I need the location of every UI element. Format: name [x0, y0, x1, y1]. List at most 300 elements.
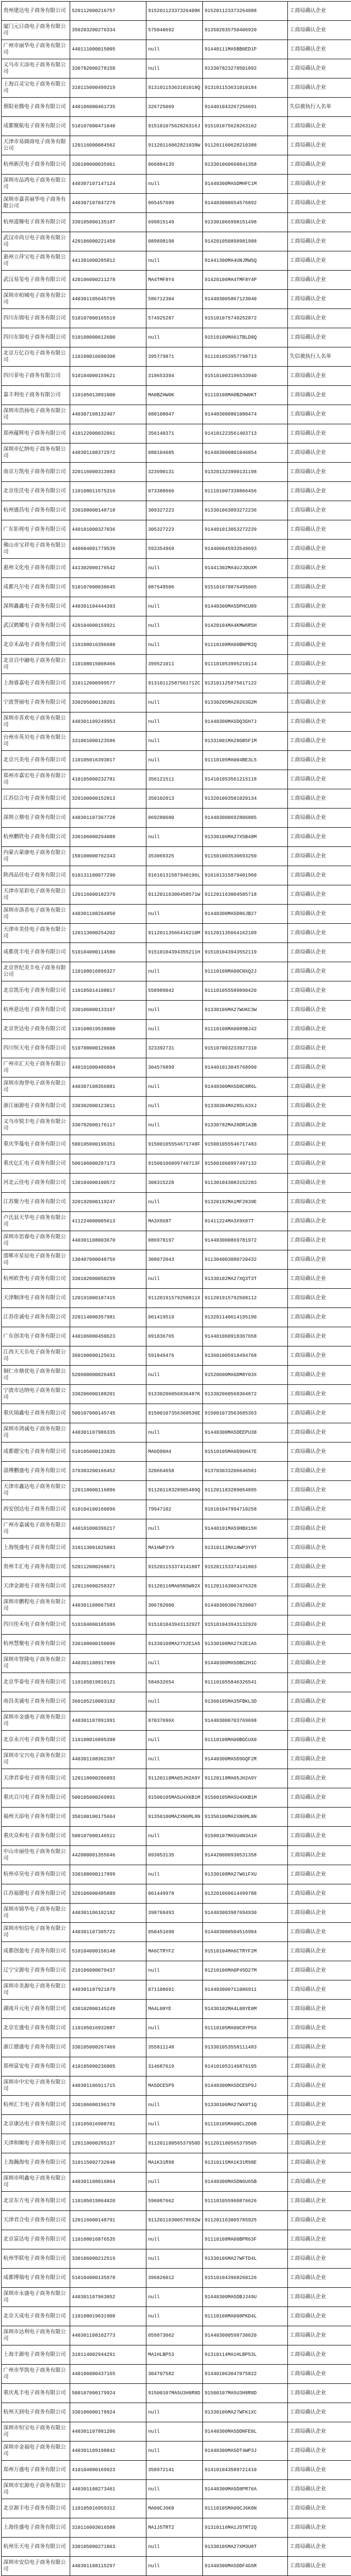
organization-code-cell: null: [146, 251, 203, 271]
table-row: [2, 2096, 351, 2115]
company-name-cell: 北京康达电子商务有限公司: [2, 2115, 70, 2134]
company-name-cell: 深圳市柏城电子商务有限公司: [2, 290, 70, 309]
company-name-cell: 重庆百川电子商务有限公司: [2, 1788, 70, 1808]
credit-code-cell: 916101315879401960: [203, 866, 288, 885]
company-name-cell: 深圳市喜欢电子商务有限公司: [2, 712, 70, 732]
credit-code-cell: 914101223561403713: [203, 424, 288, 444]
category-cell: 工商局确认企业: [288, 2153, 351, 2173]
organization-code-cell: null: [146, 2538, 203, 2557]
organization-code-cell: 91120113566416210M: [146, 924, 203, 943]
company-name-cell: 深圳市洛喜电子商务有限公司: [2, 905, 70, 924]
company-name-cell: 深圳市亿纳电子商务有限公司: [2, 444, 70, 463]
category-cell: 工商局确认企业: [288, 847, 351, 866]
category-cell: 工商局确认企业: [288, 232, 351, 251]
category-cell: 工商局确认企业: [288, 2422, 351, 2442]
organization-code-cell: 396826012: [146, 2269, 203, 2288]
organization-code-cell: 575040692: [146, 21, 203, 40]
registration-number-cell: 330205000138201: [70, 693, 146, 712]
organization-code-cell: 07037696X: [146, 1711, 203, 1731]
credit-code-cell: 91430102MA4L08YE0M: [203, 2000, 288, 2019]
credit-code-cell: 91110108MA0BZHW0KT: [203, 386, 288, 405]
organization-code-cell: 398769493: [146, 1904, 203, 1923]
organization-code-cell: 087649506: [146, 578, 203, 597]
table-row: [2, 136, 351, 155]
credit-code-cell: 915001055546717483: [203, 1135, 288, 1154]
company-name-cell: 北京富达电子商务有限公司: [2, 2230, 70, 2249]
table-row: [2, 1270, 351, 1289]
credit-code-cell: 91510100MA61TBLD8Q: [203, 328, 288, 347]
table-row: [2, 290, 351, 309]
organization-code-cell: null: [146, 2230, 203, 2249]
category-cell: 工商局确认企业: [288, 2134, 351, 2153]
credit-code-cell: 914403003987694930: [203, 1904, 288, 1923]
company-name-cell: 四川东锦电子商务有限公司: [2, 309, 70, 328]
credit-code-cell: 91110108MA00CNXQ2J: [203, 962, 288, 981]
credit-code-cell: 915101075749252872: [203, 309, 288, 328]
category-cell: 工商局确认企业: [288, 751, 351, 770]
category-cell: 工商局确认企业: [288, 1020, 351, 1039]
organization-code-cell: 308072043: [146, 1250, 203, 1270]
table-row: [2, 2307, 351, 2326]
credit-code-cell: 916101047994710258: [203, 1500, 288, 1519]
credit-code-cell: 913703033206646581: [203, 1462, 288, 1481]
company-name-cell: 深圳市锦华电子商务有限公司: [2, 1904, 70, 1923]
credit-code-cell: 91330205MA28263G2M: [203, 693, 288, 712]
company-name-cell: 重庆亿汇电子商务有限公司: [2, 1154, 70, 1174]
organization-code-cell: 080108047: [146, 405, 203, 424]
category-cell: 工商局确认企业: [288, 290, 351, 309]
table-row: [2, 21, 351, 40]
registration-number-cell: 520112000268071: [70, 1558, 146, 1577]
company-name-cell: 广州市丽华电子商务有限公司: [2, 40, 70, 59]
credit-code-cell: 91330108MA27X2E1A5: [203, 1635, 288, 1654]
category-cell: 工商局确认企业: [288, 1174, 351, 1193]
category-cell: 工商局确认企业: [288, 2211, 351, 2230]
company-table: [1, 1, 351, 2576]
credit-code-cell: 91510105MA6D96H47E: [203, 1443, 288, 1462]
organization-code-cell: null: [146, 1116, 203, 1135]
credit-code-cell: 914406045933549693: [203, 540, 288, 559]
registration-number-cell: 310113001025883: [70, 1539, 146, 1558]
organization-code-cell: null: [146, 2557, 203, 2576]
table-row: [2, 98, 351, 117]
table-row: [2, 501, 351, 520]
organization-code-cell: 91120118056537950D: [146, 2134, 203, 2153]
credit-code-cell: 91210106MA0P45D27M: [203, 1961, 288, 1980]
credit-code-cell: 911301043083152283: [203, 1174, 288, 1193]
organization-code-cell: 91120116300578592W: [146, 2211, 203, 2230]
registration-number-cell: 330106000178924: [70, 2403, 146, 2422]
registration-number-cell: 510104000114580: [70, 943, 146, 962]
category-cell: 工商局确认企业: [288, 1500, 351, 1519]
registration-number-cell: 440307108132407: [70, 405, 146, 424]
credit-code-cell: 91350100MA2XN6ML8N: [203, 1808, 288, 1827]
category-cell: 工商局确认企业: [288, 2173, 351, 2192]
credit-code-cell: 91110108MA008PKD4L: [203, 2307, 288, 2326]
registration-number-cell: 440301106911715: [70, 2076, 146, 2096]
category-cell: 工商局确认企业: [288, 674, 351, 693]
registration-number-cell: 150100000762343: [70, 847, 146, 866]
category-cell: 工商局确认企业: [288, 828, 351, 847]
credit-code-cell: 913502035750406920: [203, 21, 288, 40]
table-row: [2, 2134, 351, 2153]
organization-code-cell: 91500105MA5U4XKB1M: [146, 1788, 203, 1808]
organization-code-cell: 91350100MA2XN6ML8N: [146, 1808, 203, 1827]
credit-code-cell: 915101070876495065: [203, 578, 288, 597]
organization-code-cell: null: [146, 2019, 203, 2038]
category-cell: 工商局确认企业: [288, 597, 351, 616]
company-name-cell: 上海睿嘉电子商务有限公司: [2, 674, 70, 693]
registration-number-cell: 331001000123586: [70, 732, 146, 751]
organization-code-cell: null: [146, 616, 203, 636]
credit-code-cell: 91411224MA3X9X87T: [203, 1212, 288, 1231]
company-name-cell: 佛山市宝祥电子商务有限公司: [2, 540, 70, 559]
company-name-cell: 深圳市海誉电子商务有限公司: [2, 1077, 70, 1097]
table-row: [2, 2384, 351, 2403]
registration-number-cell: 120113000254202: [70, 924, 146, 943]
category-cell: 工商局确认企业: [288, 155, 351, 175]
table-row: [2, 1711, 351, 1731]
company-name-cell: 深圳市宝兴电子商务有限公司: [2, 1750, 70, 1769]
organization-code-cell: 091836765: [146, 1327, 203, 1346]
table-row: [2, 1750, 351, 1769]
category-cell: 工商局确认企业: [288, 1673, 351, 1692]
company-name-cell: 成都优丰电子商务有限公司: [2, 943, 70, 962]
company-name-cell: 重庆瑞鑫电子商务有限公司: [2, 1404, 70, 1423]
company-name-cell: 北京佳沃电子商务有限公司: [2, 482, 70, 501]
category-cell: 工商局确认企业: [288, 1462, 351, 1481]
table-row: [2, 1635, 351, 1654]
category-cell: 工商局确认企业: [288, 1212, 351, 1231]
category-cell: 工商局确认企业: [288, 1923, 351, 1942]
table-row: [2, 636, 351, 655]
company-name-cell: 湖南开元电子商务有限公司: [2, 2000, 70, 2019]
company-name-cell: 义乌市锐丰电子商务有限公司: [2, 1116, 70, 1135]
credit-code-cell: 91110105MA004BE3L5: [203, 751, 288, 770]
category-cell: 工商局确认企业: [288, 2, 351, 21]
table-row: [2, 1884, 351, 1904]
table-row: [2, 1654, 351, 1673]
registration-number-cell: 120116000148791: [70, 2211, 146, 2230]
category-cell: 工商局确认企业: [288, 1097, 351, 1116]
table-row: [2, 251, 351, 271]
company-name-cell: 惠州立萍宝电子商务有限公司: [2, 251, 70, 271]
registration-number-cell: 330108000117899: [70, 1865, 146, 1884]
registration-number-cell: 440307108356881: [70, 1077, 146, 1097]
table-row: [2, 732, 351, 751]
organization-code-cell: 050451690: [146, 1923, 203, 1942]
table-row: [2, 2518, 351, 2538]
credit-code-cell: 91110108MA0089BJ42: [203, 1020, 288, 1039]
category-cell: 工商局确认企业: [288, 2076, 351, 2096]
table-row: [2, 1385, 351, 1404]
registration-number-cell: 510107000165519: [70, 309, 146, 328]
table-row: [2, 1231, 351, 1250]
credit-code-cell: 91440101MA59HBX15H: [203, 1519, 288, 1539]
category-cell: 工商局确认企业: [288, 520, 351, 540]
company-name-cell: 成都博瑞电子商务有限公司: [2, 2269, 70, 2288]
company-name-cell: 深圳市恒宝电子商务有限公司: [2, 2422, 70, 2442]
company-name-cell: 惠州文化电子商务有限公司: [2, 559, 70, 578]
table-row: [2, 1366, 351, 1385]
registration-number-cell: 410104000169923: [70, 2461, 146, 2480]
organization-code-cell: MA1HWP3Y9: [146, 1539, 203, 1558]
category-cell: 工商局确认企业: [288, 2096, 351, 2115]
organization-code-cell: 91330206056836487K: [146, 1385, 203, 1404]
category-cell: 工商局确认企业: [288, 2480, 351, 2499]
category-cell: 工商局确认企业: [288, 1961, 351, 1980]
table-row: [2, 693, 351, 712]
category-cell: 工商局确认企业: [288, 2288, 351, 2307]
registration-number-cell: 110105014108017: [70, 981, 146, 1001]
company-name-cell: 铜仁市鼎优电子商务有限公司: [2, 1366, 70, 1385]
organization-code-cell: 065457689: [146, 194, 203, 213]
registration-number-cell: 110108015008466: [70, 655, 146, 674]
credit-code-cell: 913307823278501892: [203, 59, 288, 78]
table-row: [2, 1154, 351, 1174]
category-cell: 工商局确认企业: [288, 1443, 351, 1462]
table-row: [2, 1904, 351, 1923]
registration-number-cell: 440307107047279: [70, 194, 146, 213]
registration-number-cell: 440301107305721: [70, 1923, 146, 1942]
registration-number-cell: 500105000269891: [70, 1788, 146, 1808]
credit-code-cell: 91310114MA1HLBP53L: [203, 2345, 288, 2365]
registration-number-cell: 440301107881206: [70, 2422, 146, 2442]
table-row: [2, 2000, 351, 2019]
company-name-cell: 深圳市金盛电子商务有限公司: [2, 1711, 70, 1731]
organization-code-cell: null: [146, 175, 203, 194]
category-cell: 工商局确认企业: [288, 1231, 351, 1250]
organization-code-cell: null: [146, 905, 203, 924]
registration-number-cell: 440301108115297: [70, 2557, 146, 2576]
organization-code-cell: 073388666: [146, 482, 203, 501]
company-name-cell: 淄博鹏盛电子商务有限公司: [2, 1462, 70, 1481]
table-row: [2, 1020, 351, 1039]
category-cell: 工商局确认企业: [288, 1346, 351, 1366]
company-name-cell: 重庆众和电子商务有限公司: [2, 1827, 70, 1846]
credit-code-cell: 91120118MA05JH2A9Y: [203, 1769, 288, 1788]
registration-number-cell: 110108016396688: [70, 636, 146, 655]
organization-code-cell: null: [146, 1865, 203, 1884]
category-cell: 工商局确认企业: [288, 309, 351, 328]
registration-number-cell: 320114000357981: [70, 1308, 146, 1327]
organization-code-cell: 91120116062821038W: [146, 136, 203, 155]
credit-code-cell: 911501003530693250: [203, 847, 288, 866]
credit-code-cell: 914403000692806805: [203, 809, 288, 828]
registration-number-cell: 120116000182379: [70, 885, 146, 905]
registration-number-cell: 110108019538800: [70, 1020, 146, 1039]
registration-number-cell: 610104100160096: [70, 1500, 146, 1519]
registration-number-cell: 440301108016864: [70, 2173, 146, 2192]
organization-code-cell: 395779871: [146, 347, 203, 367]
registration-number-cell: 420104000159921: [70, 616, 146, 636]
credit-code-cell: 911201183289054895: [203, 1481, 288, 1500]
table-row: [2, 1500, 351, 1519]
organization-code-cell: 596087662: [146, 2192, 203, 2211]
company-name-cell: 南京万凯电子商务有限公司: [2, 463, 70, 482]
organization-code-cell: 91310112587561712C: [146, 674, 203, 693]
registration-number-cell: 440106000450623: [70, 1327, 146, 1346]
company-name-cell: 郑州富安电子商务有限公司: [2, 2057, 70, 2076]
registration-number-cell: 330782000176117: [70, 1116, 146, 1135]
category-cell: 工商局确认企业: [288, 1615, 351, 1635]
registration-number-cell: 441301000285812: [70, 251, 146, 271]
company-name-cell: 北京世纪美丰电子商务有限公司: [2, 962, 70, 981]
table-row: [2, 1212, 351, 1231]
organization-code-cell: null: [146, 2442, 203, 2461]
registration-number-cell: 410105000236805: [70, 2057, 146, 2076]
table-row: [2, 2230, 351, 2249]
organization-code-cell: 069280680: [146, 809, 203, 828]
organization-code-cell: MA00CJ6K8: [146, 2499, 203, 2518]
category-cell: 工商局确认企业: [288, 175, 351, 194]
table-row: [2, 444, 351, 463]
credit-code-cell: 914403000703769698: [203, 1711, 288, 1731]
organization-code-cell: 91500105554671748F: [146, 1135, 203, 1154]
credit-code-cell: 91330304MA285L63XJ: [203, 1097, 288, 1116]
registration-number-cell: 330782000278158: [70, 59, 146, 78]
registration-number-cell: 440301107921879: [70, 1980, 146, 2000]
credit-code-cell: 914420000930531358: [203, 1846, 288, 1865]
company-name-cell: 北京永兴电子商务有限公司: [2, 1731, 70, 1750]
organization-code-cell: null: [146, 751, 203, 770]
table-row: [2, 1135, 351, 1154]
registration-number-cell: 330108000150096: [70, 1635, 146, 1654]
organization-code-cell: 314687619: [146, 2057, 203, 2076]
category-cell: 工商局确认企业: [288, 1308, 351, 1327]
company-name-cell: 深圳市品鸿电子商务有限公司: [2, 175, 70, 194]
organization-code-cell: null: [146, 1193, 203, 1212]
registration-number-cell: 440101000327036: [70, 520, 146, 540]
category-cell: 工商局确认企业: [288, 59, 351, 78]
registration-number-cell: 430102000145249: [70, 2000, 146, 2019]
registration-number-cell: 520600000026483: [70, 1366, 146, 1385]
credit-code-cell: 915001073563685363: [203, 1404, 288, 1423]
organization-code-cell: null: [146, 2480, 203, 2499]
credit-code-cell: 911201915792508112: [203, 1289, 288, 1308]
credit-code-cell: 913301066998151498: [203, 213, 288, 232]
company-table-body: [2, 2, 351, 2576]
organization-code-cell: 574925287: [146, 309, 203, 328]
category-cell: 工商局确认企业: [288, 1289, 351, 1308]
registration-number-cell: 330206000188201: [70, 1385, 146, 1404]
category-cell: 工商局确认企业: [288, 1577, 351, 1596]
registration-number-cell: 441302000176542: [70, 559, 146, 578]
registration-number-cell: 110105013891000: [70, 386, 146, 405]
registration-number-cell: 500106000287173: [70, 1154, 146, 1174]
table-row: [2, 751, 351, 770]
company-name-cell: 四川菲电子商务有限公司: [2, 367, 70, 386]
company-name-cell: 深圳市美源电子商务有限公司: [2, 1980, 70, 2000]
organization-code-cell: 91500106099749713F: [146, 1154, 203, 1174]
organization-code-cell: 071108691: [146, 1980, 203, 2000]
table-row: [2, 1519, 351, 1539]
category-cell: 工商局确认企业: [288, 2269, 351, 2288]
table-row: [2, 770, 351, 789]
registration-number-cell: 440301105645795: [70, 290, 146, 309]
table-row: [2, 943, 351, 962]
organization-code-cell: 061449978: [146, 1884, 203, 1904]
organization-code-cell: null: [146, 1750, 203, 1769]
credit-code-cell: 911201180565379505: [203, 2134, 288, 2153]
category-cell: 工商局确认企业: [288, 905, 351, 924]
organization-code-cell: MA5DCE5P9: [146, 2076, 203, 2096]
registration-number-cell: 110108016876535: [70, 2230, 146, 2249]
registration-number-cell: 440301109198842: [70, 2442, 146, 2461]
category-cell: 工商局确认企业: [288, 1270, 351, 1289]
credit-code-cell: 91440300MA5DPHCU89: [203, 597, 288, 616]
registration-number-cell: 440106000437165: [70, 2365, 146, 2384]
credit-code-cell: 911201163004585718: [203, 885, 288, 905]
table-row: [2, 194, 351, 213]
category-cell: 工商局确认企业: [288, 2538, 351, 2557]
company-name-cell: 重庆华蔓电子商务有限公司: [2, 1135, 70, 1154]
credit-code-cell: 911304003080720432: [203, 1250, 288, 1270]
credit-code-cell: 915201153374141803: [203, 1558, 288, 1577]
category-cell: 工商局确认企业: [288, 2557, 351, 2576]
credit-code-cell: 914101053146876195: [203, 2057, 288, 2076]
category-cell: 工商局确认企业: [288, 1366, 351, 1385]
table-row: [2, 1942, 351, 1961]
registration-number-cell: 110105016932087: [70, 2019, 146, 2038]
organization-code-cell: 584632654: [146, 1673, 203, 1692]
category-cell: 失信被执行人名单: [288, 98, 351, 117]
category-cell: 工商局确认企业: [288, 501, 351, 520]
category-cell: 失信被执行人名单: [288, 347, 351, 367]
company-name-cell: 深圳市恒信电子商务有限公司: [2, 1923, 70, 1942]
category-cell: 工商局确认企业: [288, 578, 351, 597]
company-name-cell: 深圳市达利电子商务有限公司: [2, 2326, 70, 2345]
category-cell: 工商局确认企业: [288, 40, 351, 59]
organization-code-cell: 91120116300458571W: [146, 885, 203, 905]
registration-number-cell: 350100100175664: [70, 1808, 146, 1827]
organization-code-cell: 91500107356368536E: [146, 1404, 203, 1423]
category-cell: 工商局确认企业: [288, 2518, 351, 2538]
registration-number-cell: 120118000286893: [70, 1769, 146, 1788]
credit-code-cell: 914403000869781972: [203, 1231, 288, 1250]
organization-code-cell: 353069325: [146, 847, 203, 866]
organization-code-cell: null: [146, 1654, 203, 1673]
credit-code-cell: 913302060568364872: [203, 1385, 288, 1404]
table-row: [2, 1961, 351, 1980]
registration-number-cell: 330106000196178: [70, 2096, 146, 2115]
organization-code-cell: 305327223: [146, 520, 203, 540]
company-name-cell: 北京兴美电子商务有限公司: [2, 751, 70, 770]
company-name-cell: 深圳市金福电子商务有限公司: [2, 2442, 70, 2461]
company-name-cell: 郑州市嘉宏电子商务有限公司: [2, 770, 70, 789]
organization-code-cell: 304576899: [146, 1058, 203, 1077]
credit-code-cell: 91110108MA00BPR63F: [203, 2230, 288, 2249]
table-row: [2, 1673, 351, 1692]
table-row: [2, 2153, 351, 2173]
organization-code-cell: 306782000: [146, 1596, 203, 1615]
organization-code-cell: null: [146, 559, 203, 578]
category-cell: 工商局确认企业: [288, 655, 351, 674]
category-cell: 工商局确认企业: [288, 2000, 351, 2019]
table-row: [2, 1923, 351, 1942]
registration-number-cell: 330106000133197: [70, 1001, 146, 1020]
organization-code-cell: null: [146, 693, 203, 712]
category-cell: 工商局确认企业: [288, 1654, 351, 1673]
credit-code-cell: 911101007338866456: [203, 482, 288, 501]
registration-number-cell: 320100000152013: [70, 789, 146, 809]
registration-number-cell: 330105000267469: [70, 2038, 146, 2057]
table-row: [2, 1808, 351, 1827]
credit-code-cell: 914101043589721410: [203, 2461, 288, 2480]
company-name-cell: 北京万亿百电子商务有限公司: [2, 347, 70, 367]
organization-code-cell: 699815149: [146, 213, 203, 232]
organization-code-cell: 059873062: [146, 2326, 203, 2345]
